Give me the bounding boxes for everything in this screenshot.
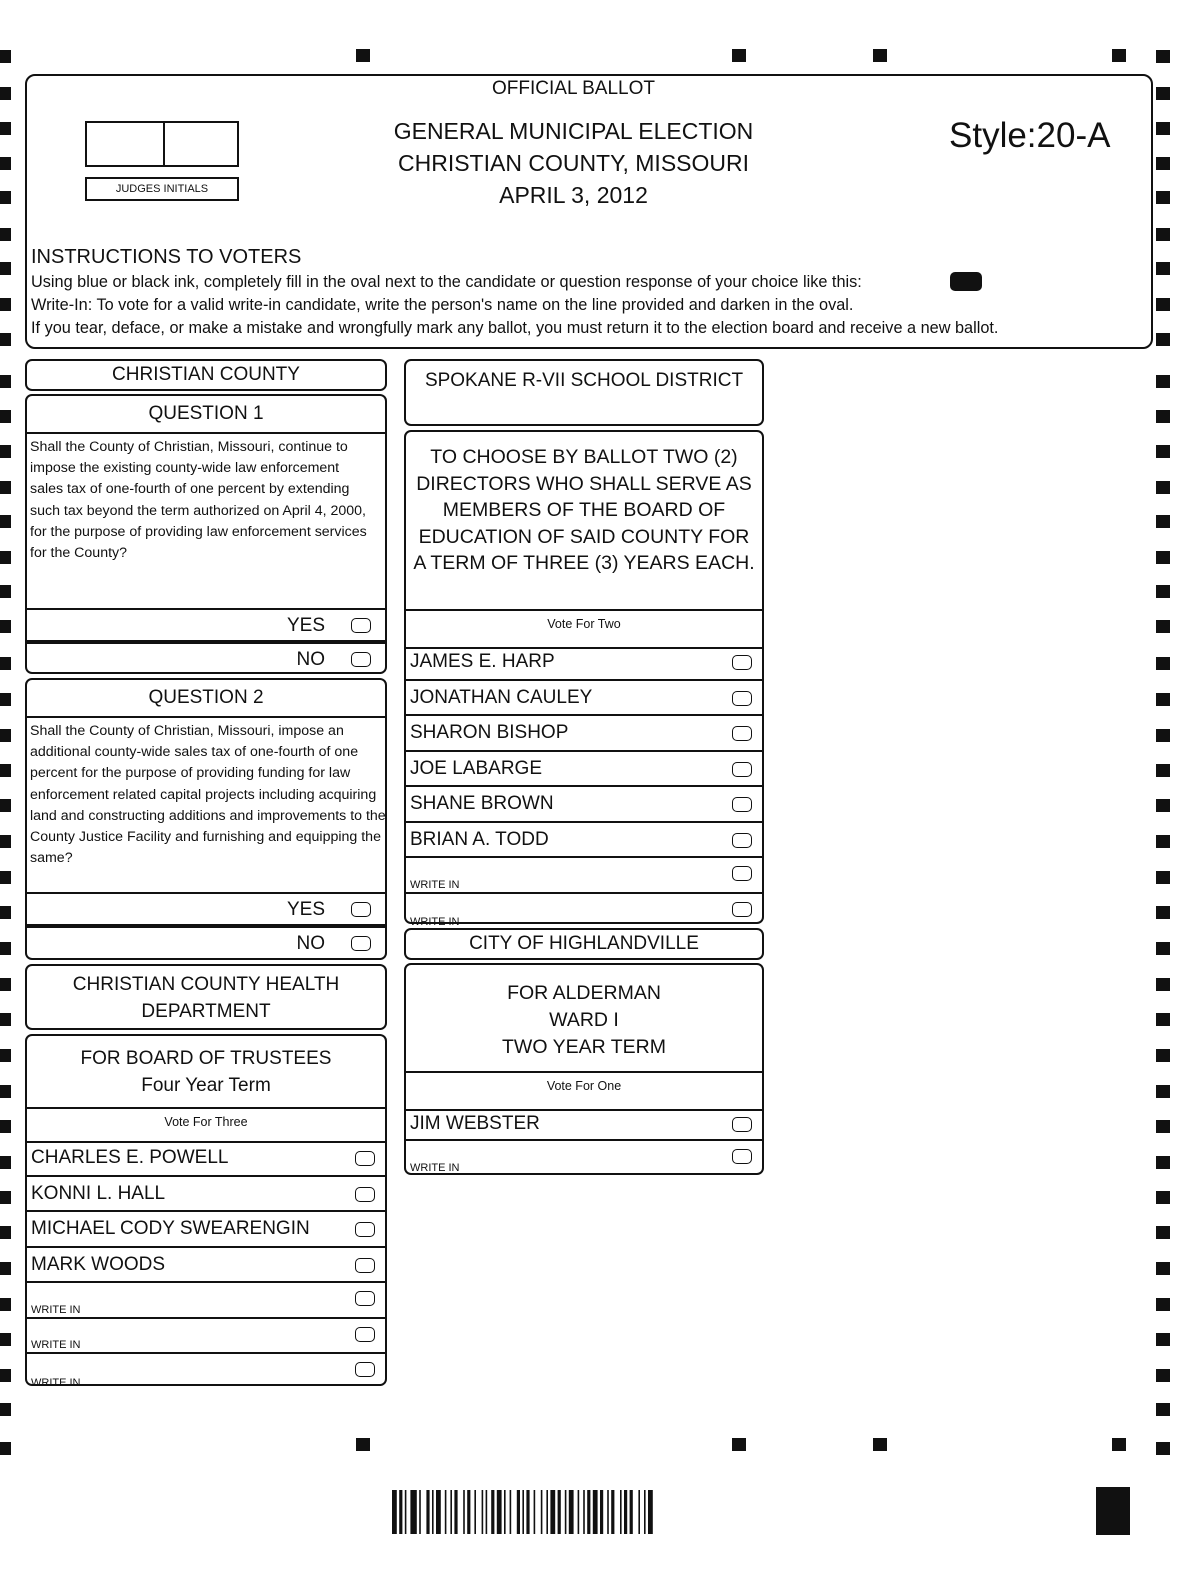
office-line: TO CHOOSE BY BALLOT TWO (2) xyxy=(430,446,738,468)
candidate-oval[interactable] xyxy=(355,1151,375,1166)
candidate-oval[interactable] xyxy=(732,762,752,777)
christian-county-title: CHRISTIAN COUNTY xyxy=(112,364,300,385)
write-in-oval[interactable] xyxy=(732,1149,752,1164)
trustee-candidate-row[interactable] xyxy=(27,1248,385,1284)
candidate-oval[interactable] xyxy=(355,1258,375,1273)
office-line: EDUCATION OF SAID COUNTY FOR xyxy=(418,525,750,548)
school-board-contest xyxy=(404,430,764,928)
write-in-label: WRITE IN xyxy=(31,1303,81,1316)
office-line: WARD I xyxy=(549,1009,619,1031)
county-state: CHRISTIAN COUNTY, MISSOURI xyxy=(398,150,749,176)
vote-for-row xyxy=(406,1071,762,1111)
candidate-oval[interactable] xyxy=(732,833,752,848)
q2-yes-oval[interactable] xyxy=(351,902,371,917)
question-2-text: Shall the County of Christian, Missouri, impose an additional county-wide sales tax of one-fourth of one percent for the purpose of providing funding for law enforcement related capital projects including acquiring land and constructing additions and improvements to the County Justice Facility and furnishing and equipping the same? xyxy=(30,723,386,867)
filled-oval-example xyxy=(950,272,982,291)
question-1-box xyxy=(25,394,387,674)
yes-label: YES xyxy=(286,899,325,920)
director-candidate-row[interactable] xyxy=(406,787,762,823)
health-name-line2: DEPARTMENT xyxy=(141,1001,271,1022)
candidate-oval[interactable] xyxy=(732,655,752,670)
instructions-line1: Using blue or black ink, completely fill in the oval next to the candidate or question response of your choice like this: xyxy=(31,273,862,291)
school-district-header xyxy=(404,359,764,426)
board-of-trustees-contest xyxy=(25,1034,387,1389)
office-line: DIRECTORS WHO SHALL SERVE AS xyxy=(416,472,752,495)
alderman-contest xyxy=(404,963,764,1175)
q2-no-oval[interactable] xyxy=(351,936,371,951)
director-candidate-row[interactable] xyxy=(406,681,762,717)
trustee-write-in-row[interactable] xyxy=(27,1283,385,1319)
director-candidate-row[interactable] xyxy=(406,645,762,681)
city-title: CITY OF HIGHLANDVILLE xyxy=(469,933,699,954)
candidate-oval[interactable] xyxy=(732,691,752,706)
question-2-no-row[interactable] xyxy=(27,926,385,958)
alderman-write-in-row[interactable] xyxy=(406,1141,762,1175)
trustee-candidate-row[interactable] xyxy=(27,1141,385,1177)
office-line2: Four Year Term xyxy=(141,1075,271,1096)
trustee-write-in-row[interactable] xyxy=(27,1354,385,1390)
candidate-name: SHARON BISHOP xyxy=(410,722,569,743)
header-box xyxy=(25,74,1153,349)
write-in-oval[interactable] xyxy=(355,1362,375,1377)
question-1-title: QUESTION 1 xyxy=(27,396,385,434)
office-line: FOR ALDERMAN xyxy=(507,982,661,1004)
trustee-candidate-row[interactable] xyxy=(27,1212,385,1248)
office-line1: FOR BOARD OF TRUSTEES xyxy=(80,1048,332,1069)
candidate-name: MARK WOODS xyxy=(31,1253,166,1275)
election-title: GENERAL MUNICIPAL ELECTION xyxy=(393,118,754,144)
office-line: A TERM OF THREE (3) YEARS EACH. xyxy=(413,552,755,574)
school-district-title: SPOKANE R-VII SCHOOL DISTRICT xyxy=(424,370,744,391)
no-label: NO xyxy=(296,649,325,670)
instructions-line3: If you tear, deface, or make a mistake and wrongfully mark any ballot, you must return it to the election board and receive a new ballot. xyxy=(31,319,999,337)
director-candidate-row[interactable] xyxy=(406,752,762,788)
write-in-label: WRITE IN xyxy=(31,1376,81,1389)
election-date: APRIL 3, 2012 xyxy=(499,182,648,208)
vote-for-label: Vote For Three xyxy=(164,1115,248,1129)
judges-initials-label: JUDGES INITIALS xyxy=(85,177,239,201)
no-label: NO xyxy=(296,933,325,954)
health-name-line1: CHRISTIAN COUNTY HEALTH xyxy=(72,974,340,995)
vote-for-label: Vote For One xyxy=(546,1079,622,1093)
vote-for-label: Vote For Two xyxy=(547,617,621,631)
yes-label: YES xyxy=(286,615,325,636)
christian-county-header xyxy=(25,359,387,391)
question-2-title: QUESTION 2 xyxy=(27,680,385,718)
write-in-label: WRITE IN xyxy=(410,916,460,928)
candidate-oval[interactable] xyxy=(732,797,752,812)
ballot-style: Style:20-A xyxy=(949,116,1111,155)
candidate-name: JAMES E. HARP xyxy=(410,651,555,672)
official-ballot-label: OFFICIAL BALLOT xyxy=(492,78,655,99)
director-candidate-row[interactable] xyxy=(406,716,762,752)
vote-for-row xyxy=(27,1107,385,1143)
city-header xyxy=(404,928,764,960)
trustee-write-in-row[interactable] xyxy=(27,1319,385,1355)
q1-yes-oval[interactable] xyxy=(351,618,371,633)
question-1-text: Shall the County of Christian, Missouri, continue to impose the existing county-wide law enforcement sales tax of one-fourth of one percent by extending such tax beyond the term authorized on April 4, 2000, for the purpose of providing law enforcement services for the County? xyxy=(30,439,367,562)
office-line: MEMBERS OF THE BOARD OF xyxy=(442,499,726,521)
alderman-candidate-row[interactable] xyxy=(406,1107,762,1141)
write-in-oval[interactable] xyxy=(355,1327,375,1342)
barcode xyxy=(392,1490,812,1534)
instructions-title: INSTRUCTIONS TO VOTERS xyxy=(31,246,302,268)
candidate-name: SHANE BROWN xyxy=(410,793,554,814)
candidate-name: CHARLES E. POWELL xyxy=(31,1147,229,1168)
candidate-oval[interactable] xyxy=(355,1187,375,1202)
candidate-name: JONATHAN CAULEY xyxy=(410,686,593,708)
candidate-name: KONNI L. HALL xyxy=(31,1182,166,1204)
candidate-oval[interactable] xyxy=(732,1117,752,1132)
write-in-oval[interactable] xyxy=(732,866,752,881)
q1-no-oval[interactable] xyxy=(351,652,371,667)
question-2-box xyxy=(25,678,387,960)
candidate-oval[interactable] xyxy=(732,726,752,741)
question-2-yes-row[interactable] xyxy=(27,892,385,926)
health-department-header xyxy=(25,964,387,1030)
write-in-oval[interactable] xyxy=(732,902,752,917)
vote-for-row xyxy=(406,609,762,649)
candidate-name: JOE LABARGE xyxy=(410,757,542,779)
candidate-oval[interactable] xyxy=(355,1222,375,1237)
director-write-in-row[interactable] xyxy=(406,894,762,930)
question-1-no-row[interactable] xyxy=(27,642,385,672)
candidate-name: BRIAN A. TODD xyxy=(410,828,549,850)
candidate-name: JIM WEBSTER xyxy=(410,1113,540,1134)
corner-block xyxy=(1096,1487,1130,1535)
director-candidate-row[interactable] xyxy=(406,823,762,859)
write-in-label: WRITE IN xyxy=(410,1162,460,1174)
director-write-in-row[interactable] xyxy=(406,858,762,894)
office-line: TWO YEAR TERM xyxy=(502,1036,666,1058)
instructions-line2: Write-In: To vote for a valid write-in candidate, write the person's name on the line provided and darken in the oval. xyxy=(31,296,854,314)
question-1-yes-row[interactable] xyxy=(27,608,385,642)
write-in-oval[interactable] xyxy=(355,1291,375,1306)
write-in-label: WRITE IN xyxy=(31,1339,81,1351)
trustee-candidate-row[interactable] xyxy=(27,1177,385,1213)
write-in-label: WRITE IN xyxy=(410,878,460,891)
candidate-name: MICHAEL CODY SWEARENGIN xyxy=(31,1218,310,1239)
